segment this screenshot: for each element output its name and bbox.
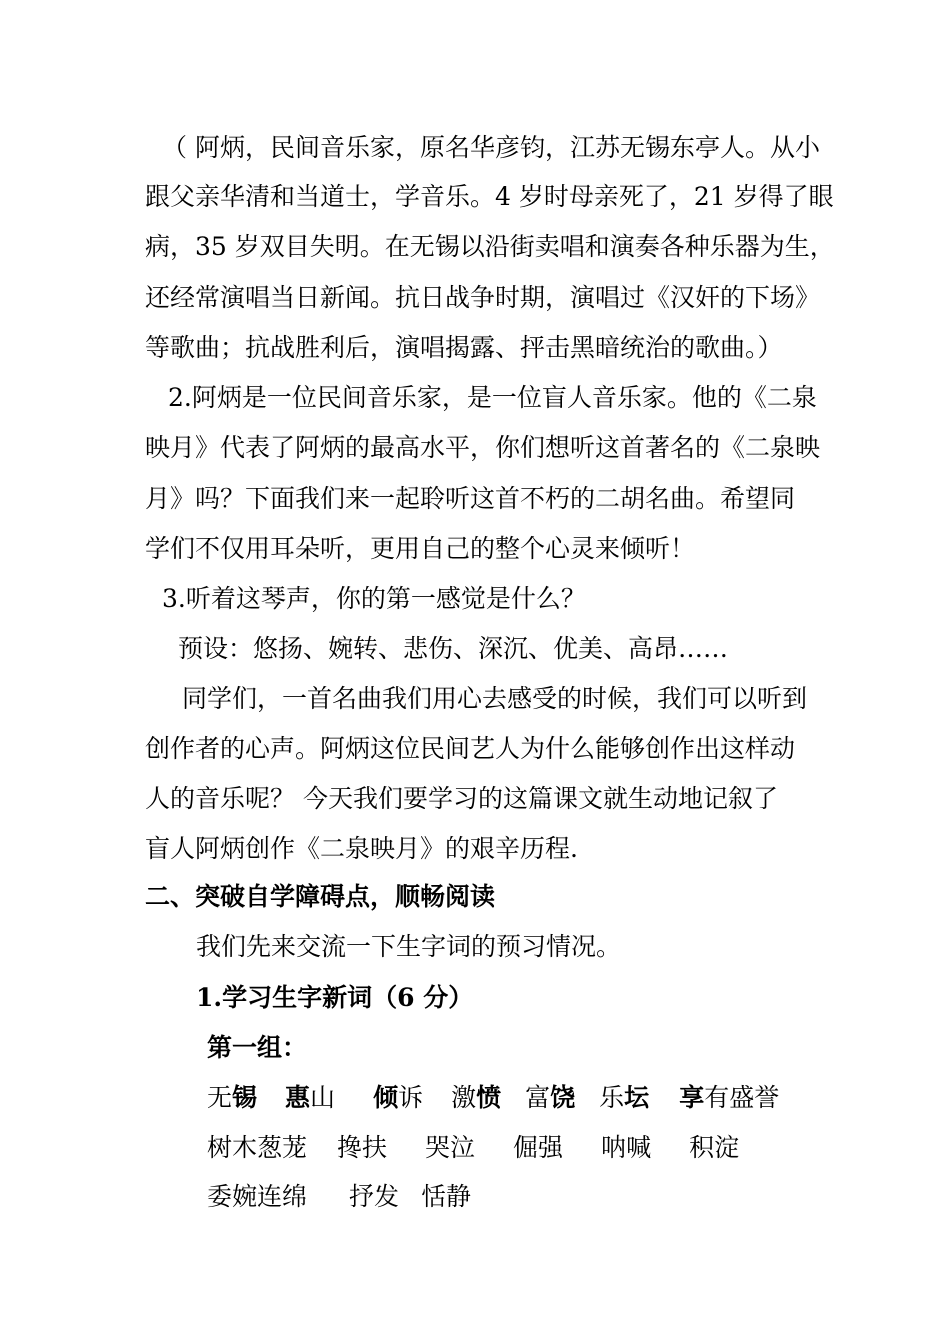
p5-line-2: 创作者的心声。阿炳这位民间艺人为什么能够创作出这样动: [145, 734, 796, 763]
p1-line-2: 跟父亲华清和当道士，学音乐。4 岁时母亲死了，21 岁得了眼: [145, 182, 834, 211]
vocab-word: 委婉连绵: [207, 1182, 308, 1211]
word-row-1: [207, 1081, 779, 1115]
vocab-word: 富饶: [525, 1083, 576, 1112]
p1-line-4: 还经常演唱当日新闻。抗日战争时期，演唱过《汉奸的下场》: [145, 283, 821, 312]
p1-line-3: 病，35 岁双目失明。在无锡以沿街卖唱和演奏各种乐器为生，: [145, 232, 835, 261]
intro-line: 我们先来交流一下生字词的预习情况。: [196, 932, 622, 961]
vocab-word: 哭泣: [425, 1133, 476, 1162]
p3-line: 3.听着这琴声，你的第一感觉是什么？: [162, 584, 586, 613]
p4-line: 预设：悠扬、婉转、悲伤、深沉、优美、高昂……: [178, 634, 729, 663]
p5-line-4: 盲人阿炳创作《二泉映月》的艰辛历程.: [145, 834, 578, 863]
vocab-word: 乐坛: [599, 1083, 650, 1112]
vocab-word: 倾诉: [373, 1083, 424, 1112]
p5-line-3: 人的音乐呢？ 今天我们要学习的这篇课文就生动地记叙了: [145, 784, 778, 813]
vocab-word: 抒发: [349, 1182, 400, 1211]
vocab-word: 惠山: [285, 1083, 336, 1112]
vocab-word: 搀扶: [337, 1133, 388, 1162]
section-heading: 二、突破自学障碍点，顺畅阅读: [145, 882, 496, 911]
p2-line-2: 映月》代表了阿炳的最高水平，你们想听这首著名的《二泉映: [145, 433, 821, 462]
vocab-word: 树木葱茏: [207, 1133, 308, 1162]
vocab-word: 呐喊: [601, 1133, 652, 1162]
vocab-word: 激愤: [451, 1083, 502, 1112]
p2-line-1: 2.阿炳是一位民间音乐家，是一位盲人音乐家。他的《二泉: [168, 383, 817, 412]
vocab-word: 恬静: [421, 1182, 472, 1211]
word-row-3: [207, 1180, 471, 1214]
subheading: 1.学习生字新词（6 分）: [196, 983, 474, 1012]
p2-line-4: 学们不仅用耳朵听，更用自己的整个心灵来倾听！: [145, 534, 696, 563]
p1-line-5: 等歌曲；抗战胜利后，演唱揭露、抨击黑暗统治的歌曲。）: [145, 333, 783, 362]
p5-line-1: 同学们，一首名曲我们用心去感受的时候，我们可以听到: [182, 684, 808, 713]
vocab-word: 无锡: [207, 1083, 258, 1112]
p2-line-3: 月》吗？下面我们来一起聆听这首不朽的二胡名曲。希望同: [145, 484, 796, 513]
word-row-2: [207, 1131, 739, 1165]
vocab-word: 倔强: [513, 1133, 564, 1162]
vocab-word: 积淀: [689, 1133, 740, 1162]
vocab-word: 享有盛誉: [679, 1083, 780, 1112]
group-label: 第一组：: [207, 1033, 308, 1062]
p1-line-1: （ 阿炳，民间音乐家，原名华彦钧，江苏无锡东亭人。从小: [162, 133, 820, 162]
